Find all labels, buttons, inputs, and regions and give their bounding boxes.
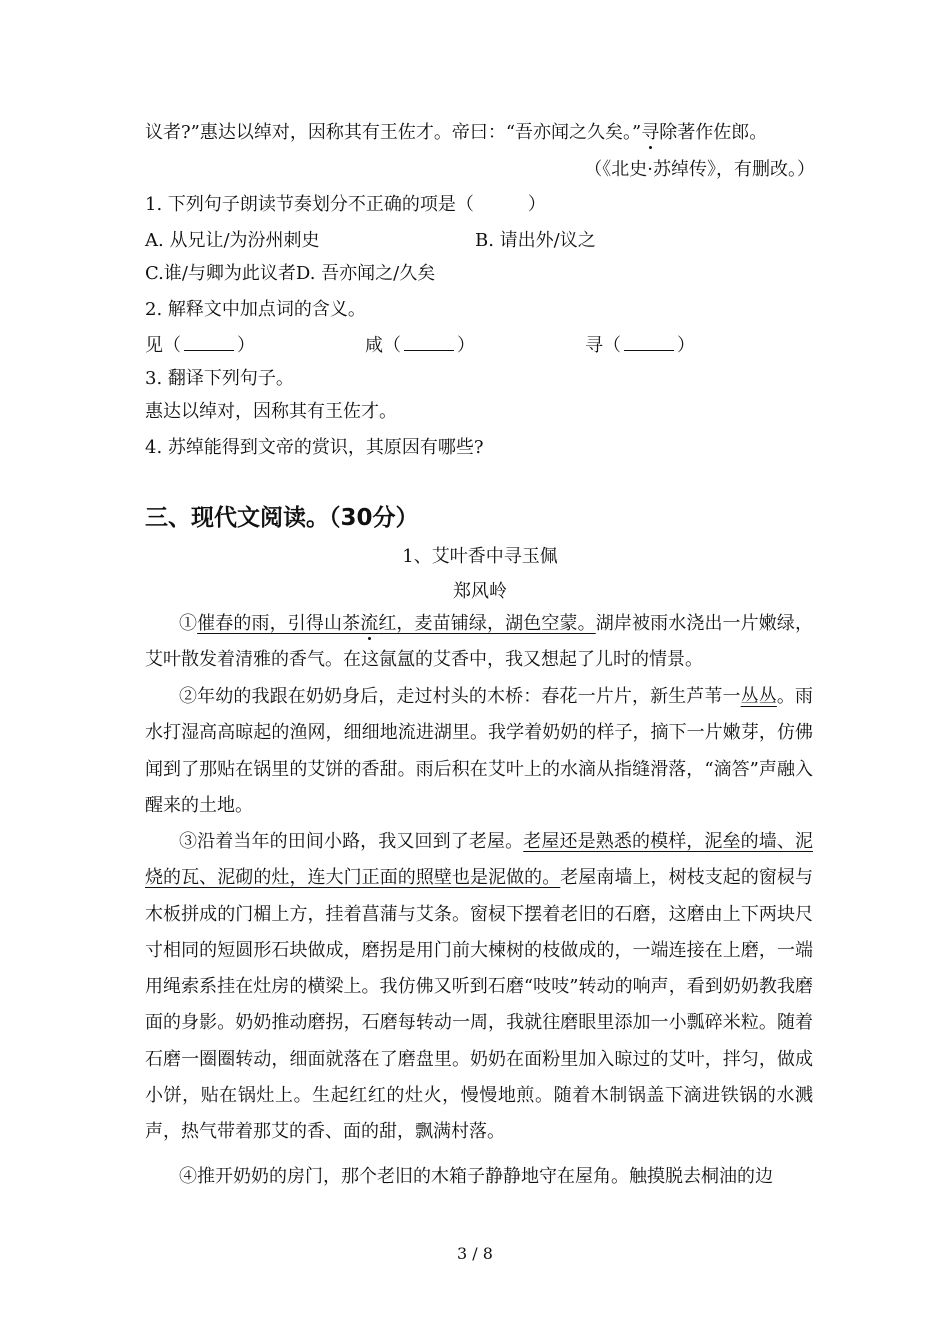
question-3: 3. 翻译下列句子。 bbox=[145, 368, 294, 389]
blank-close: ） bbox=[677, 335, 695, 356]
paragraph-number: ② bbox=[179, 686, 198, 707]
paragraph-text: 。雨水打湿高高晾起的渔网，细细地流进湖里。我学着奶奶的样子，摘下一片嫩芽，仿佛闻到了那贴在锅里的艾饼的香甜。雨后积在艾叶上的水滴从指缝滑落，“滴答”声融入醒来的土地。 bbox=[145, 686, 814, 816]
underlined-word: 丛丛 bbox=[740, 686, 777, 707]
blank-item-1 bbox=[145, 332, 255, 358]
paragraph-text: 年幼的我跟在奶奶身后，走过村头的木桥：春花一片片，新生芦苇一 bbox=[197, 686, 741, 707]
paragraph-number: ④ bbox=[179, 1166, 197, 1187]
article-author: 郑风岭 bbox=[453, 581, 507, 602]
paragraph-number: ③ bbox=[179, 831, 198, 852]
question-3-sentence: 惠达以绰对，因称其有王佐才。 bbox=[145, 401, 397, 422]
option-b: B. 请出外/议之 bbox=[475, 230, 596, 251]
question-2: 2. 解释文中加点词的含义。 bbox=[145, 299, 366, 320]
question-1-options-cd: C.谁/与卿为此议者D. 吾亦闻之/久矣 bbox=[145, 263, 436, 284]
paragraph-text: 沿着当年的田间小路，我又回到了老屋。 bbox=[197, 831, 524, 852]
answer-blank[interactable] bbox=[184, 332, 234, 351]
question-4: 4. 苏绰能得到文帝的赏识，其原因有哪些? bbox=[145, 437, 484, 458]
article-title: 1、艾叶香中寻玉佩 bbox=[402, 546, 558, 567]
question-1-options-ab bbox=[145, 229, 815, 253]
dotted-word: 流 bbox=[360, 613, 379, 634]
question-1: 1. 下列句子朗读节奏划分不正确的项是（ ） bbox=[145, 194, 546, 215]
blank-close: ） bbox=[457, 335, 475, 356]
paragraph-3 bbox=[145, 824, 813, 1151]
answer-blank[interactable] bbox=[404, 332, 454, 351]
blank-label: 见（ bbox=[145, 335, 181, 356]
underlined-sentence: 老屋还是熟悉的模样，泥垒的墙、泥烧的瓦、泥砌的灶，连大门正面的照壁也是泥做的。 bbox=[145, 831, 814, 889]
paragraph-number: ① bbox=[179, 613, 198, 634]
paragraph-1 bbox=[145, 606, 813, 679]
paragraph-text: 老屋南墙上，树枝支起的窗棂与木板拼成的门楣上方，挂着菖蒲与艾条。窗棂下摆着老旧的石磨，这磨由上下两块尺寸相同的短圆形石块做成，磨拐是用门前大楝树的枝做成的，一端连接在上磨，一端用绳索系挂在灶房的横梁上。我仿佛又听到石磨“吱吱”转动的响声，看到奶奶教我磨面的身影。奶奶推动磨拐，石磨每转动一周，我就往磨眼里添加一小瓢碎米粒。随着石磨一圈圈转动，细面就落在了磨盘里。奶奶在面粉里加入晾过的艾叶，拌匀，做成小饼，贴在锅灶上。生起红红的灶火，慢慢地煎。随着木制锅盖下滴进铁锅的水溅声，热气带着那艾的香、面的甜，飘满村落。 bbox=[145, 867, 814, 1143]
underlined-part: 催春的雨，引得山茶 bbox=[197, 613, 361, 634]
paragraph-2 bbox=[145, 679, 813, 824]
blank-item-3 bbox=[585, 332, 695, 358]
paragraph-text: 推开奶奶的房门，那个老旧的木箱子静静地守在屋角。触摸脱去桐油的边 bbox=[197, 1166, 773, 1187]
classical-text-line bbox=[145, 121, 815, 145]
option-a: A. 从兄让/为汾州刺史 bbox=[145, 230, 320, 251]
paragraph-text: 湖岸被雨水浇出一片嫩绿，艾叶散发着清雅的香气。在这氤氲的艾香中，我又想起了儿时的情景。 bbox=[145, 613, 814, 671]
classical-text-part: 除著作佐郎。 bbox=[659, 122, 768, 143]
dotted-word: 寻 bbox=[641, 122, 660, 143]
blank-close: ） bbox=[237, 335, 255, 356]
blank-label: 咸（ bbox=[365, 335, 401, 356]
paragraph-4 bbox=[145, 1159, 813, 1195]
page-number: 3 / 8 bbox=[457, 1244, 493, 1263]
underlined-part: 红，麦苗铺绿，湖色空蒙。 bbox=[378, 613, 596, 634]
blank-label: 寻（ bbox=[585, 335, 621, 356]
section-heading: 三、现代文阅读。（30分） bbox=[145, 505, 419, 531]
classical-source: （《北史·苏绰传》，有删改。） bbox=[584, 159, 815, 180]
underlined-sentence bbox=[197, 613, 596, 634]
answer-blank[interactable] bbox=[624, 332, 674, 351]
blank-item-2 bbox=[365, 332, 475, 358]
classical-text-part: 议者?”惠达以绰对，因称其有王佐才。帝曰：“吾亦闻之久矣。” bbox=[145, 122, 642, 143]
